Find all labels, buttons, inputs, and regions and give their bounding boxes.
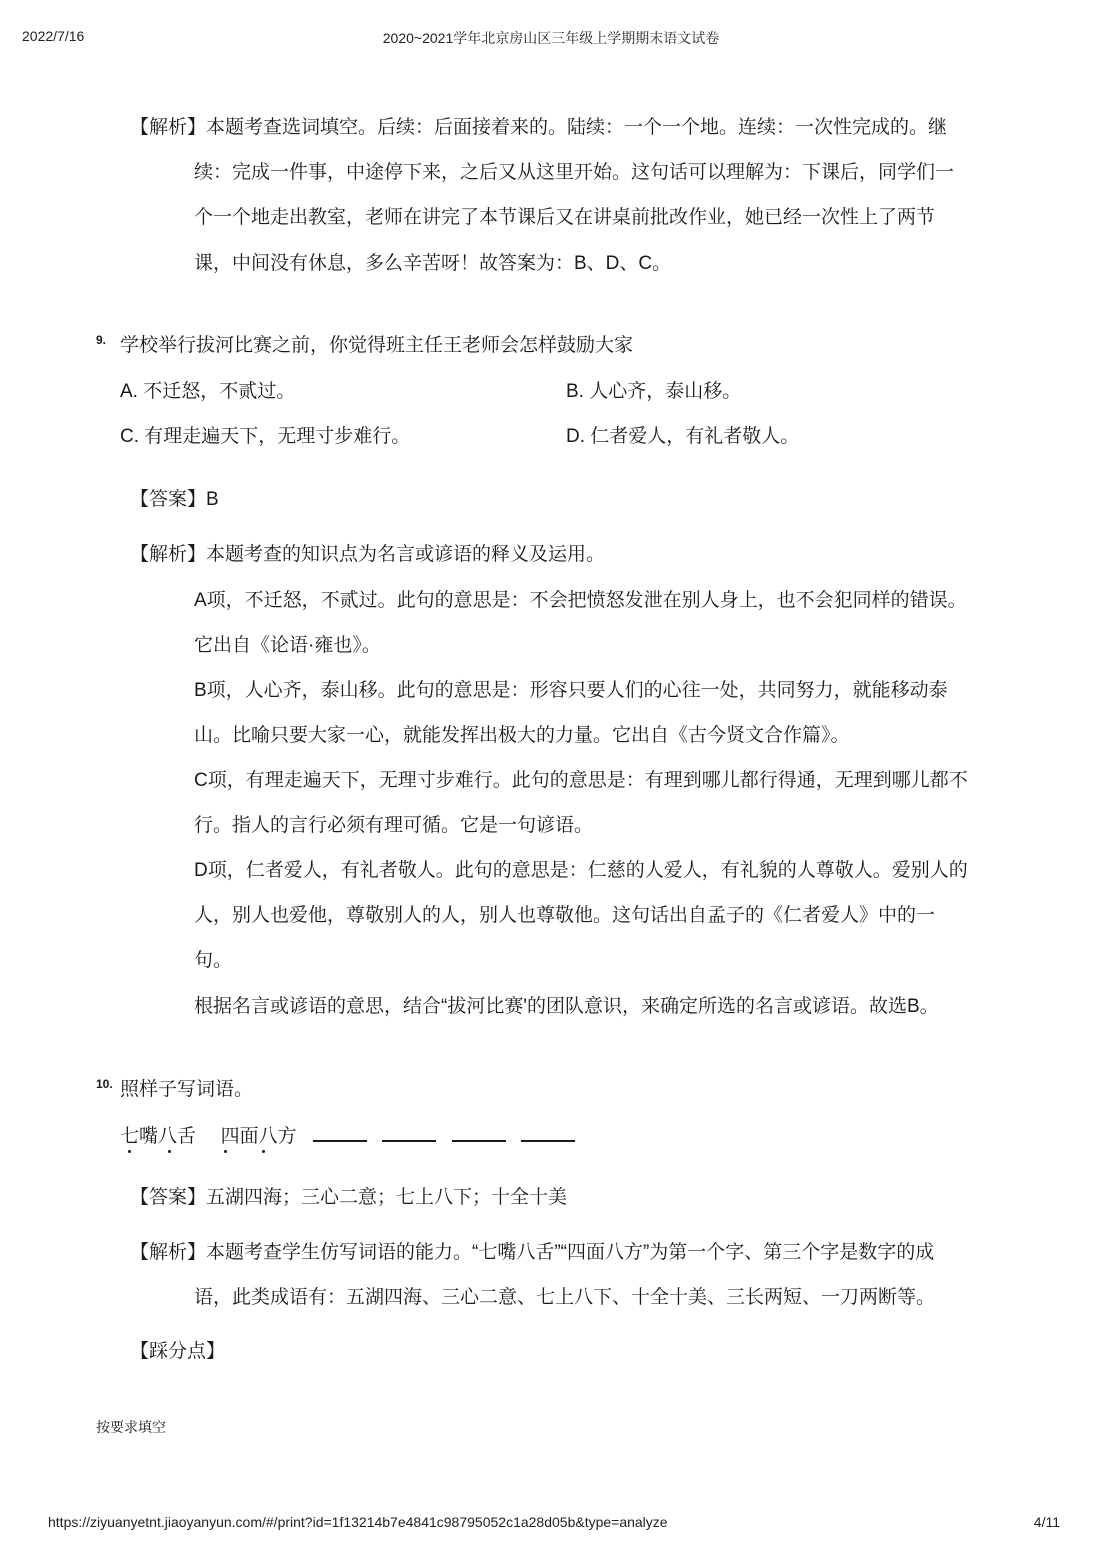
analysis-line: 人，别人也爱他，尊敬别人的人，别人也尊敬他。这句话出自孟子的《仁者爱人》中的一 (194, 905, 936, 926)
example-word-1: 七嘴八舌 (120, 1126, 197, 1147)
option-a: A. 不迁怒，不贰过。 (120, 381, 296, 402)
analysis-line: A项，不迁怒，不贰过。此句的意思是：不会把愤怒发泄在别人身上，也不会犯同样的错误。 (194, 590, 967, 611)
document-title: 2020~2021学年北京房山区三年级上学期期末语文试卷 (382, 30, 720, 46)
answer-blank-4[interactable] (521, 1122, 575, 1142)
answer-blank-2[interactable] (382, 1122, 436, 1142)
analysis-line: B项，人心齐，泰山移。此句的意思是：形容只要人们的心往一处，共同努力，就能移动泰 (194, 680, 948, 701)
emphasis-dot (128, 1150, 131, 1153)
example-word-2: 四面八方 (220, 1126, 297, 1147)
example-row (120, 1122, 585, 1151)
print-date: 2022/7/16 (22, 28, 85, 44)
analysis-line: 句。 (194, 950, 233, 971)
emphasis-dot (168, 1150, 171, 1153)
question-stem: 照样子写词语。 (120, 1079, 254, 1100)
analysis-line: 语，此类成语有：五湖四海、三心二意、七上八下、十全十美、三长两短、一刀两断等。 (194, 1287, 936, 1308)
question-number: 10. (96, 1077, 113, 1091)
analysis-line: 【解析】本题考查学生仿写词语的能力。“七嘴八舌”“四面八方”为第一个字、第三个字是数字的成 (130, 1242, 935, 1263)
q8-analysis-line-3: 个一个地走出教室，老师在讲完了本节课后又在讲桌前批改作业，她已经一次性上了两节 (194, 207, 936, 228)
question-stem: 学校举行拔河比赛之前，你觉得班主任王老师会怎样鼓励大家 (120, 335, 634, 356)
question-number: 9. (96, 333, 107, 347)
analysis-line: D项，仁者爱人，有礼者敬人。此句的意思是：仁慈的人爱人，有礼貌的人尊敬人。爱别人的 (194, 860, 968, 881)
answer-blank-3[interactable] (452, 1122, 506, 1142)
answer-label: 【答案】B (130, 489, 219, 510)
scoring-points-label: 【踩分点】 (130, 1341, 226, 1362)
emphasis-dot (224, 1150, 227, 1153)
page-url: https://ziyuanyetnt.jiaoyanyun.com/#/print?id=1f13214b7e4841c98795052c1a28d05b&type=analyze (48, 1514, 668, 1530)
analysis-line: 行。指人的言行必须有理可循。它是一句谚语。 (194, 815, 594, 836)
option-c: C. 有理走遍天下，无理寸步难行。 (120, 426, 411, 447)
analysis-line: 根据名言或谚语的意思，结合“拔河比赛'的团队意识，来确定所选的名言或谚语。故选B。 (194, 996, 939, 1017)
analysis-line: C项，有理走遍天下，无理寸步难行。此句的意思是：有理到哪儿都行得通，无理到哪儿都不 (194, 770, 968, 791)
q8-analysis-line-4: 课，中间没有休息，多么辛苦呀！故答案为：B、D、C。 (194, 253, 672, 274)
emphasis-dot (262, 1150, 265, 1153)
answer-blank-1[interactable] (313, 1122, 367, 1142)
q8-analysis-line-1: 【解析】本题考查选词填空。后续：后面接着来的。陆续：一个一个地。连续：一次性完成的。继 (130, 117, 948, 138)
answer-label: 【答案】五湖四海；三心二意；七上八下；十全十美 (130, 1187, 568, 1208)
scoring-points-text: 按要求填空 (96, 1419, 166, 1435)
analysis-intro: 【解析】本题考查的知识点为名言或谚语的释义及运用。 (130, 544, 606, 565)
analysis-line: 山。比喻只要大家一心，就能发挥出极大的力量。它出自《古今贤文合作篇》。 (194, 725, 850, 746)
analysis-line: 它出自《论语·雍也》。 (194, 635, 381, 656)
option-d: D. 仁者爱人，有礼者敬人。 (566, 426, 800, 447)
q8-analysis-line-2: 续：完成一件事，中途停下来，之后又从这里开始。这句话可以理解为：下课后，同学们一 (194, 162, 955, 183)
option-b: B. 人心齐，泰山移。 (566, 381, 742, 402)
page-number: 4/11 (1033, 1514, 1060, 1530)
